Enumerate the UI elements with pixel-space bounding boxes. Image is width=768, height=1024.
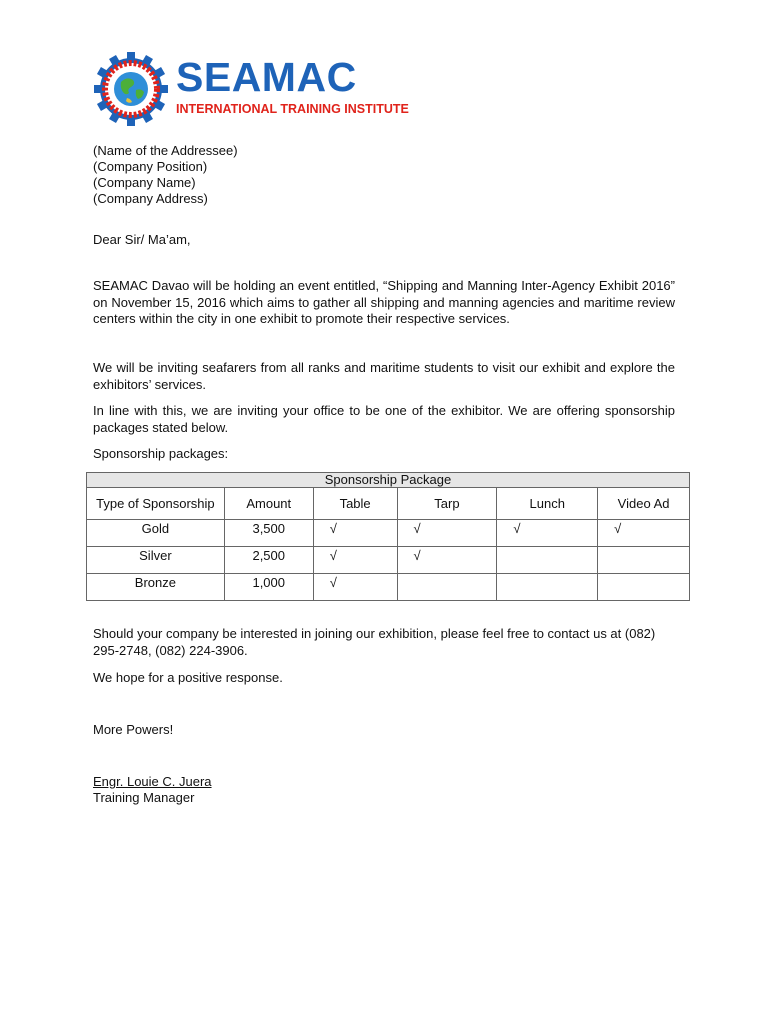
paragraph-contact: Should your company be interested in joining our exhibition, please feel free to contact us at (082) 295-2748, (082) 224-3906. <box>93 626 656 658</box>
paragraph-hope: We hope for a positive response. <box>93 670 283 685</box>
check-mark <box>598 574 690 601</box>
check-mark: √ <box>313 547 397 574</box>
brand-subtitle: INTERNATIONAL TRAINING INSTITUTE <box>176 102 409 116</box>
table-row <box>87 520 690 547</box>
table-cell: 2,500 <box>224 547 313 574</box>
signatory-name: Engr. Louie C. Juera <box>93 774 212 789</box>
table-cell: Gold <box>87 520 225 547</box>
check-mark <box>497 547 598 574</box>
check-mark: √ <box>313 520 397 547</box>
column-header: Table <box>313 488 397 520</box>
column-header: Lunch <box>497 488 598 520</box>
addressee-name: (Name of the Addressee) <box>93 143 238 158</box>
table-row <box>87 574 690 601</box>
addressee-block <box>93 143 675 207</box>
column-header: Tarp <box>397 488 497 520</box>
check-mark: √ <box>397 547 497 574</box>
check-mark: √ <box>497 520 598 547</box>
signatory-title: Training Manager <box>93 790 195 805</box>
table-row <box>87 547 690 574</box>
table-title-row <box>87 473 690 488</box>
gear-globe-logo-icon <box>94 52 168 126</box>
table-cell: 1,000 <box>224 574 313 601</box>
column-header: Type of Sponsorship <box>87 488 225 520</box>
closing-line: More Powers! <box>93 722 174 737</box>
addressee-address: (Company Address) <box>93 191 208 206</box>
table-cell: Bronze <box>87 574 225 601</box>
sponsorship-table <box>86 472 690 601</box>
addressee-company: (Company Name) <box>93 175 196 190</box>
column-header: Video Ad <box>598 488 690 520</box>
greeting: Dear Sir/ Ma’am, <box>93 232 191 247</box>
table-header-row <box>87 488 690 520</box>
check-mark <box>497 574 598 601</box>
column-header: Amount <box>224 488 313 520</box>
brand-name: SEAMAC <box>176 54 357 100</box>
check-mark: √ <box>397 520 497 547</box>
check-mark: √ <box>598 520 690 547</box>
paragraph-invite-office: In line with this, we are inviting your office to be one of the exhibitor. We are offering sponsorship packages stated below. <box>93 403 675 435</box>
paragraph-invite-seafarers: We will be inviting seafarers from all ranks and maritime students to visit our exhibit and explore the exhibitors’ services. <box>93 360 675 392</box>
paragraph-event: SEAMAC Davao will be holding an event entitled, “Shipping and Manning Inter-Agency Exhibit 2016” on November 15, 2016 which aims to gather all shipping and manning agencies and maritime review centers within the city in one exhibit to promote their respective services. <box>93 278 675 326</box>
check-mark <box>598 547 690 574</box>
table-cell: 3,500 <box>224 520 313 547</box>
paragraph-packages-label: Sponsorship packages: <box>93 446 229 461</box>
table-title: Sponsorship Package <box>87 473 690 488</box>
addressee-position: (Company Position) <box>93 159 208 174</box>
table-cell: Silver <box>87 547 225 574</box>
check-mark: √ <box>313 574 397 601</box>
check-mark <box>397 574 497 601</box>
